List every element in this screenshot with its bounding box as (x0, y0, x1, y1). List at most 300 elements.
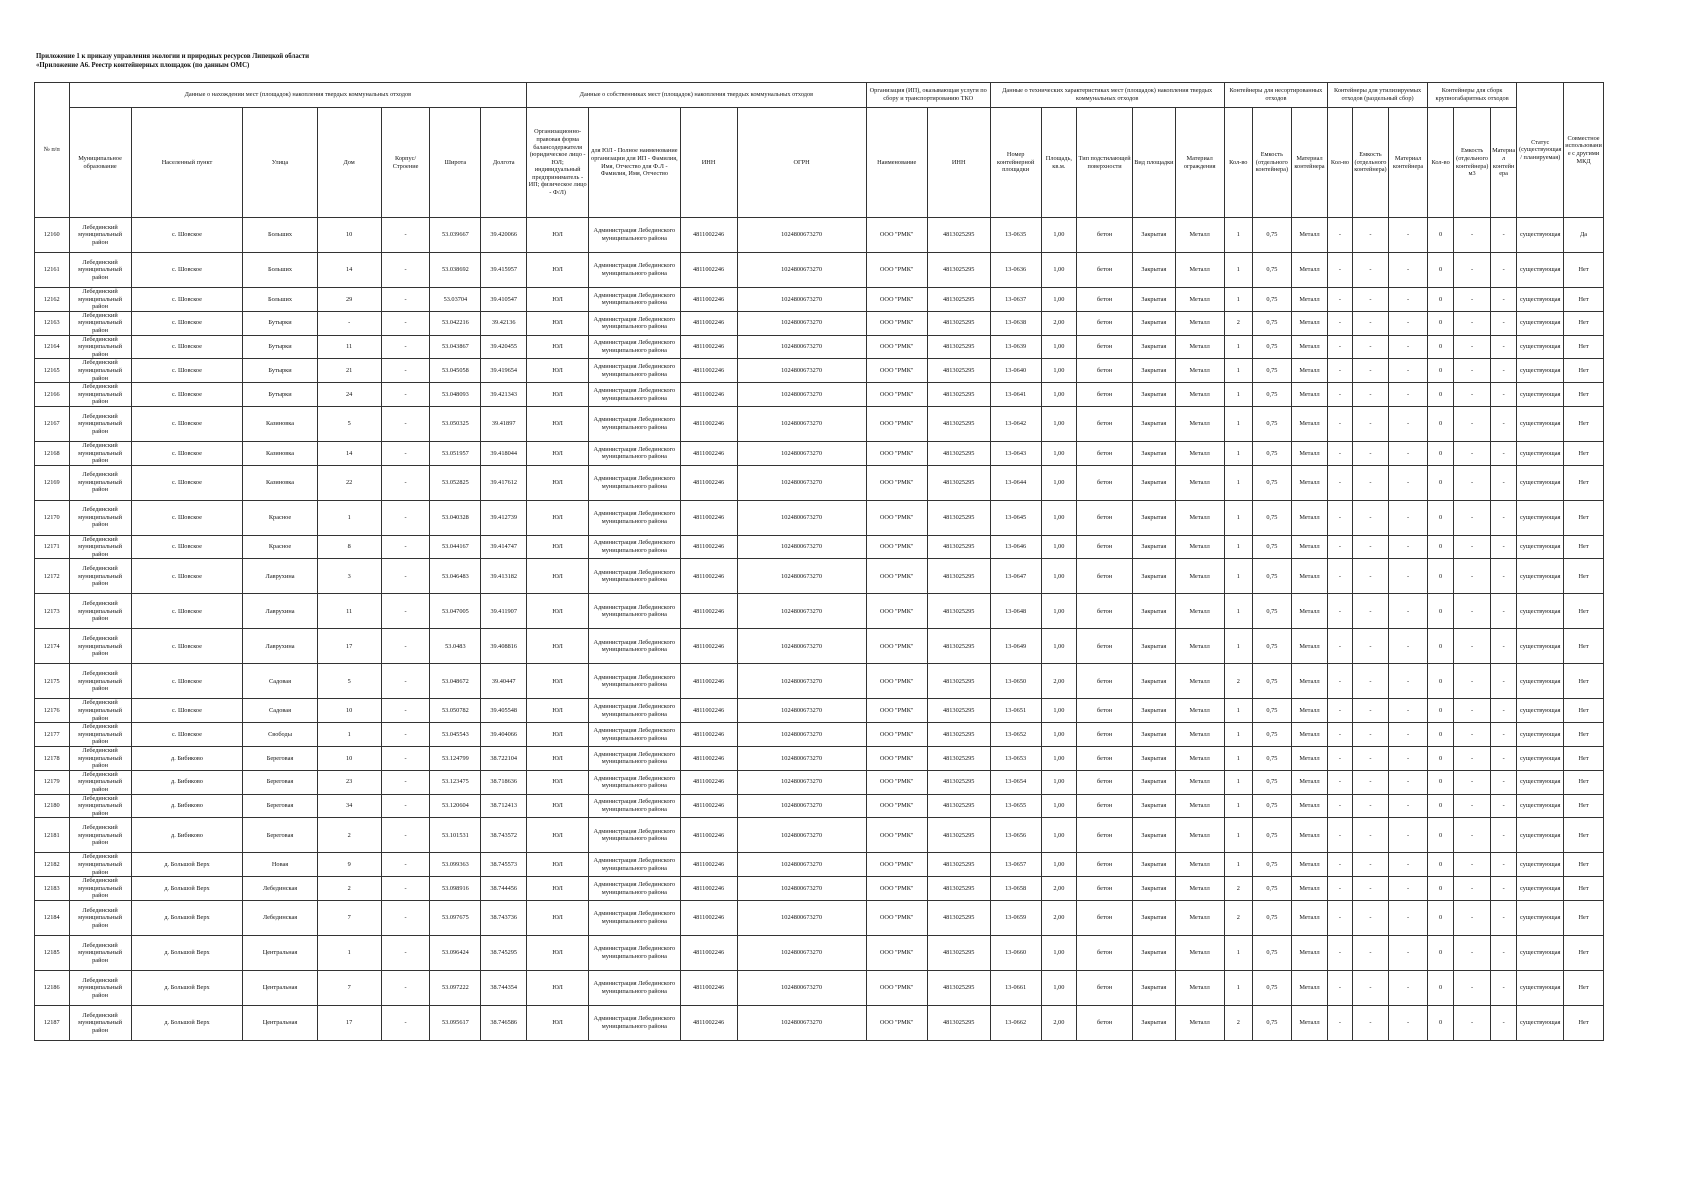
column-header: Вид площадки (1133, 108, 1176, 218)
operator-inn-cell: 4813025295 (927, 288, 990, 312)
bulky-volume-cell: - (1454, 877, 1491, 901)
bulky-volume-cell: - (1454, 853, 1491, 877)
status-cell: существующая (1517, 441, 1564, 465)
column-header: Дом (317, 108, 381, 218)
unsorted-volume-cell: 0,75 (1253, 335, 1292, 359)
column-header: Материал контейнера (1389, 108, 1428, 218)
owner-name-cell: Администрация Лебединского муниципального района (589, 747, 681, 771)
recyclable-material-cell: - (1389, 770, 1428, 794)
building-cell: - (381, 406, 430, 441)
municipality-cell: Лебединский муниципальный район (69, 359, 131, 383)
municipality-cell: Лебединский муниципальный район (69, 664, 131, 699)
house-cell: 1 (317, 500, 381, 535)
owner-inn-cell: 4811002246 (680, 559, 737, 594)
operator-inn-cell: 4813025295 (927, 311, 990, 335)
unsorted-volume-cell: 0,75 (1253, 311, 1292, 335)
unsorted-material-cell: Металл (1291, 900, 1328, 935)
recyclable-material-cell: - (1389, 335, 1428, 359)
bulky-volume-cell: - (1454, 970, 1491, 1005)
site-kind-cell: Закрытая (1133, 441, 1176, 465)
house-cell: 8 (317, 535, 381, 559)
fence-material-cell: Металл (1175, 699, 1224, 723)
house-cell: 14 (317, 253, 381, 288)
legal-form-cell: ЮЛ (527, 1005, 589, 1040)
owner-name-cell: Администрация Лебединского муниципального района (589, 559, 681, 594)
unsorted-qty-cell: 1 (1224, 288, 1252, 312)
row-number-cell: 12167 (35, 406, 70, 441)
site-kind-cell: Закрытая (1133, 288, 1176, 312)
site-number-cell: 13-0661 (990, 970, 1041, 1005)
bulky-material-cell: - (1490, 535, 1516, 559)
operator-inn-cell: 4813025295 (927, 794, 990, 818)
site-number-cell: 13-0659 (990, 900, 1041, 935)
recyclable-material-cell: - (1389, 629, 1428, 664)
recyclable-volume-cell: - (1352, 335, 1389, 359)
status-cell: существующая (1517, 853, 1564, 877)
operator-inn-cell: 4813025295 (927, 441, 990, 465)
longitude-cell: 38.722104 (481, 747, 527, 771)
unsorted-volume-cell: 0,75 (1253, 465, 1292, 500)
fence-material-cell: Металл (1175, 441, 1224, 465)
operator-inn-cell: 4813025295 (927, 900, 990, 935)
municipality-cell: Лебединский муниципальный район (69, 383, 131, 407)
status-cell: существующая (1517, 770, 1564, 794)
longitude-cell: 39.417612 (481, 465, 527, 500)
bulky-material-cell: - (1490, 383, 1516, 407)
operator-name-cell: ООО "РМК" (866, 500, 927, 535)
row-number-cell: 12160 (35, 218, 70, 253)
bulky-qty-cell: 0 (1427, 406, 1453, 441)
owner-name-cell: Администрация Лебединского муниципального района (589, 935, 681, 970)
bulky-volume-cell: - (1454, 1005, 1491, 1040)
municipality-cell: Лебединский муниципальный район (69, 723, 131, 747)
shared-use-cell: Нет (1564, 406, 1604, 441)
settlement-cell: с. Шовское (131, 723, 243, 747)
bulky-material-cell: - (1490, 311, 1516, 335)
recyclable-volume-cell: - (1352, 818, 1389, 853)
recyclable-material-cell: - (1389, 664, 1428, 699)
house-cell: 10 (317, 699, 381, 723)
site-kind-cell: Закрытая (1133, 970, 1176, 1005)
owner-inn-cell: 4811002246 (680, 664, 737, 699)
recyclable-qty-cell: - (1328, 900, 1352, 935)
bulky-volume-cell: - (1454, 699, 1491, 723)
bulky-volume-cell: - (1454, 500, 1491, 535)
owner-name-cell: Администрация Лебединского муниципального района (589, 853, 681, 877)
owner-ogrn-cell: 1024800673270 (737, 1005, 866, 1040)
operator-inn-cell: 4813025295 (927, 465, 990, 500)
site-number-cell: 13-0653 (990, 747, 1041, 771)
owner-inn-cell: 4811002246 (680, 770, 737, 794)
bulky-material-cell: - (1490, 1005, 1516, 1040)
fence-material-cell: Металл (1175, 311, 1224, 335)
owner-name-cell: Администрация Лебединского муниципального района (589, 441, 681, 465)
bulky-material-cell: - (1490, 935, 1516, 970)
house-cell: 10 (317, 218, 381, 253)
unsorted-material-cell: Металл (1291, 853, 1328, 877)
col-status-header: Статус (существующая/ планируемая) (1517, 83, 1564, 218)
bulky-volume-cell: - (1454, 253, 1491, 288)
bulky-qty-cell: 0 (1427, 535, 1453, 559)
owner-name-cell: Администрация Лебединского муниципального района (589, 877, 681, 901)
legal-form-cell: ЮЛ (527, 935, 589, 970)
recyclable-volume-cell: - (1352, 853, 1389, 877)
recyclable-volume-cell: - (1352, 723, 1389, 747)
fence-material-cell: Металл (1175, 559, 1224, 594)
operator-inn-cell: 4813025295 (927, 1005, 990, 1040)
latitude-cell: 53.051957 (430, 441, 481, 465)
bulky-volume-cell: - (1454, 218, 1491, 253)
house-cell: 11 (317, 594, 381, 629)
operator-name-cell: ООО "РМК" (866, 664, 927, 699)
area-cell: 1,00 (1041, 723, 1077, 747)
status-cell: существующая (1517, 335, 1564, 359)
site-number-cell: 13-0644 (990, 465, 1041, 500)
row-number-cell: 12164 (35, 335, 70, 359)
site-kind-cell: Закрытая (1133, 770, 1176, 794)
site-number-cell: 13-0645 (990, 500, 1041, 535)
group-tech-header: Данные о технических характеристиках мест (площадок) накопления твердых коммунальных отходов (990, 83, 1224, 108)
latitude-cell: 53.042216 (430, 311, 481, 335)
recyclable-qty-cell: - (1328, 723, 1352, 747)
fence-material-cell: Металл (1175, 594, 1224, 629)
unsorted-qty-cell: 1 (1224, 359, 1252, 383)
settlement-cell: д. Большой Верх (131, 935, 243, 970)
table-row (35, 770, 1604, 794)
site-number-cell: 13-0657 (990, 853, 1041, 877)
site-number-cell: 13-0646 (990, 535, 1041, 559)
municipality-cell: Лебединский муниципальный район (69, 465, 131, 500)
recyclable-volume-cell: - (1352, 970, 1389, 1005)
site-number-cell: 13-0660 (990, 935, 1041, 970)
unsorted-material-cell: Металл (1291, 747, 1328, 771)
bulky-volume-cell: - (1454, 747, 1491, 771)
bulky-volume-cell: - (1454, 629, 1491, 664)
unsorted-volume-cell: 0,75 (1253, 535, 1292, 559)
recyclable-material-cell: - (1389, 253, 1428, 288)
operator-name-cell: ООО "РМК" (866, 723, 927, 747)
bulky-qty-cell: 0 (1427, 594, 1453, 629)
site-number-cell: 13-0655 (990, 794, 1041, 818)
recyclable-volume-cell: - (1352, 500, 1389, 535)
site-kind-cell: Закрытая (1133, 664, 1176, 699)
owner-inn-cell: 4811002246 (680, 383, 737, 407)
building-cell: - (381, 559, 430, 594)
bulky-material-cell: - (1490, 794, 1516, 818)
latitude-cell: 53.03704 (430, 288, 481, 312)
building-cell: - (381, 218, 430, 253)
municipality-cell: Лебединский муниципальный район (69, 559, 131, 594)
shared-use-cell: Нет (1564, 500, 1604, 535)
latitude-cell: 53.120604 (430, 794, 481, 818)
longitude-cell: 39.42136 (481, 311, 527, 335)
table-row (35, 406, 1604, 441)
unsorted-qty-cell: 1 (1224, 406, 1252, 441)
owner-inn-cell: 4811002246 (680, 794, 737, 818)
unsorted-volume-cell: 0,75 (1253, 441, 1292, 465)
legal-form-cell: ЮЛ (527, 900, 589, 935)
recyclable-volume-cell: - (1352, 465, 1389, 500)
site-number-cell: 13-0637 (990, 288, 1041, 312)
building-cell: - (381, 935, 430, 970)
table-row (35, 253, 1604, 288)
recyclable-qty-cell: - (1328, 747, 1352, 771)
row-number-cell: 12166 (35, 383, 70, 407)
status-cell: существующая (1517, 288, 1564, 312)
fence-material-cell: Металл (1175, 970, 1224, 1005)
owner-ogrn-cell: 1024800673270 (737, 311, 866, 335)
bulky-material-cell: - (1490, 770, 1516, 794)
area-cell: 1,00 (1041, 253, 1077, 288)
site-number-cell: 13-0656 (990, 818, 1041, 853)
settlement-cell: с. Шовское (131, 559, 243, 594)
operator-inn-cell: 4813025295 (927, 853, 990, 877)
operator-inn-cell: 4813025295 (927, 359, 990, 383)
unsorted-qty-cell: 1 (1224, 535, 1252, 559)
area-cell: 1,00 (1041, 218, 1077, 253)
unsorted-volume-cell: 0,75 (1253, 770, 1292, 794)
longitude-cell: 39.41897 (481, 406, 527, 441)
bulky-volume-cell: - (1454, 594, 1491, 629)
recyclable-material-cell: - (1389, 723, 1428, 747)
building-cell: - (381, 594, 430, 629)
owner-inn-cell: 4811002246 (680, 594, 737, 629)
latitude-cell: 53.098916 (430, 877, 481, 901)
house-cell: 5 (317, 664, 381, 699)
house-cell: 21 (317, 359, 381, 383)
column-header: Материал контейнера (1291, 108, 1328, 218)
owner-inn-cell: 4811002246 (680, 535, 737, 559)
recyclable-volume-cell: - (1352, 629, 1389, 664)
site-number-cell: 13-0636 (990, 253, 1041, 288)
surface-type-cell: бетон (1077, 723, 1133, 747)
fence-material-cell: Металл (1175, 253, 1224, 288)
recyclable-volume-cell: - (1352, 253, 1389, 288)
latitude-cell: 53.095617 (430, 1005, 481, 1040)
col-shared-header: Совместное использование с другими МКД (1564, 83, 1604, 218)
unsorted-material-cell: Металл (1291, 699, 1328, 723)
bulky-material-cell: - (1490, 500, 1516, 535)
legal-form-cell: ЮЛ (527, 465, 589, 500)
building-cell: - (381, 900, 430, 935)
house-cell: 17 (317, 1005, 381, 1040)
unsorted-material-cell: Металл (1291, 500, 1328, 535)
bulky-material-cell: - (1490, 970, 1516, 1005)
operator-name-cell: ООО "РМК" (866, 794, 927, 818)
status-cell: существующая (1517, 935, 1564, 970)
recyclable-material-cell: - (1389, 465, 1428, 500)
building-cell: - (381, 747, 430, 771)
shared-use-cell: Нет (1564, 465, 1604, 500)
recyclable-material-cell: - (1389, 699, 1428, 723)
building-cell: - (381, 359, 430, 383)
unsorted-qty-cell: 1 (1224, 629, 1252, 664)
building-cell: - (381, 818, 430, 853)
column-header: Корпус/Строение (381, 108, 430, 218)
operator-inn-cell: 4813025295 (927, 747, 990, 771)
shared-use-cell: Нет (1564, 723, 1604, 747)
settlement-cell: д. Большой Верх (131, 900, 243, 935)
operator-inn-cell: 4813025295 (927, 594, 990, 629)
bulky-qty-cell: 0 (1427, 500, 1453, 535)
fence-material-cell: Металл (1175, 664, 1224, 699)
site-number-cell: 13-0654 (990, 770, 1041, 794)
house-cell: 1 (317, 935, 381, 970)
municipality-cell: Лебединский муниципальный район (69, 288, 131, 312)
unsorted-qty-cell: 2 (1224, 900, 1252, 935)
table-row (35, 900, 1604, 935)
status-cell: существующая (1517, 970, 1564, 1005)
municipality-cell: Лебединский муниципальный район (69, 877, 131, 901)
recyclable-material-cell: - (1389, 559, 1428, 594)
row-number-cell: 12183 (35, 877, 70, 901)
recyclable-volume-cell: - (1352, 288, 1389, 312)
legal-form-cell: ЮЛ (527, 770, 589, 794)
area-cell: 1,00 (1041, 629, 1077, 664)
area-cell: 1,00 (1041, 288, 1077, 312)
street-cell: Лебединская (243, 877, 317, 901)
bulky-qty-cell: 0 (1427, 383, 1453, 407)
table-row (35, 535, 1604, 559)
building-cell: - (381, 500, 430, 535)
bulky-qty-cell: 0 (1427, 794, 1453, 818)
table-row (35, 818, 1604, 853)
operator-name-cell: ООО "РМК" (866, 935, 927, 970)
unsorted-material-cell: Металл (1291, 970, 1328, 1005)
operator-name-cell: ООО "РМК" (866, 383, 927, 407)
recyclable-material-cell: - (1389, 359, 1428, 383)
legal-form-cell: ЮЛ (527, 441, 589, 465)
row-number-cell: 12170 (35, 500, 70, 535)
table-row (35, 699, 1604, 723)
longitude-cell: 39.419654 (481, 359, 527, 383)
unsorted-volume-cell: 0,75 (1253, 900, 1292, 935)
area-cell: 2,00 (1041, 311, 1077, 335)
street-cell: Красное (243, 535, 317, 559)
owner-ogrn-cell: 1024800673270 (737, 441, 866, 465)
shared-use-cell: Нет (1564, 383, 1604, 407)
house-cell: 7 (317, 900, 381, 935)
owner-ogrn-cell: 1024800673270 (737, 664, 866, 699)
street-cell: Береговая (243, 818, 317, 853)
owner-name-cell: Администрация Лебединского муниципального района (589, 406, 681, 441)
unsorted-volume-cell: 0,75 (1253, 253, 1292, 288)
bulky-material-cell: - (1490, 594, 1516, 629)
latitude-cell: 53.097222 (430, 970, 481, 1005)
owner-inn-cell: 4811002246 (680, 853, 737, 877)
area-cell: 1,00 (1041, 747, 1077, 771)
bulky-qty-cell: 0 (1427, 441, 1453, 465)
bulky-material-cell: - (1490, 699, 1516, 723)
operator-name-cell: ООО "РМК" (866, 699, 927, 723)
owner-name-cell: Администрация Лебединского муниципального района (589, 664, 681, 699)
site-number-cell: 13-0652 (990, 723, 1041, 747)
fence-material-cell: Металл (1175, 770, 1224, 794)
unsorted-qty-cell: 1 (1224, 500, 1252, 535)
site-kind-cell: Закрытая (1133, 1005, 1176, 1040)
area-cell: 1,00 (1041, 770, 1077, 794)
bulky-material-cell: - (1490, 441, 1516, 465)
owner-inn-cell: 4811002246 (680, 311, 737, 335)
legal-form-cell: ЮЛ (527, 699, 589, 723)
operator-name-cell: ООО "РМК" (866, 559, 927, 594)
bulky-material-cell: - (1490, 900, 1516, 935)
unsorted-material-cell: Металл (1291, 935, 1328, 970)
unsorted-qty-cell: 1 (1224, 935, 1252, 970)
area-cell: 1,00 (1041, 794, 1077, 818)
unsorted-volume-cell: 0,75 (1253, 818, 1292, 853)
status-cell: существующая (1517, 747, 1564, 771)
owner-ogrn-cell: 1024800673270 (737, 335, 866, 359)
unsorted-material-cell: Металл (1291, 311, 1328, 335)
unsorted-qty-cell: 1 (1224, 465, 1252, 500)
house-cell: 3 (317, 559, 381, 594)
fence-material-cell: Металл (1175, 629, 1224, 664)
document-header (36, 52, 309, 70)
longitude-cell: 39.420455 (481, 335, 527, 359)
row-number-cell: 12182 (35, 853, 70, 877)
settlement-cell: с. Шовское (131, 500, 243, 535)
status-cell: существующая (1517, 500, 1564, 535)
row-number-cell: 12186 (35, 970, 70, 1005)
table-row (35, 359, 1604, 383)
municipality-cell: Лебединский муниципальный район (69, 535, 131, 559)
column-header: Площадь, кв.м. (1041, 108, 1077, 218)
latitude-cell: 53.038692 (430, 253, 481, 288)
bulky-qty-cell: 0 (1427, 770, 1453, 794)
unsorted-qty-cell: 1 (1224, 770, 1252, 794)
area-cell: 1,00 (1041, 465, 1077, 500)
column-header: Широта (430, 108, 481, 218)
latitude-cell: 53.124799 (430, 747, 481, 771)
recyclable-qty-cell: - (1328, 1005, 1352, 1040)
status-cell: существующая (1517, 253, 1564, 288)
site-kind-cell: Закрытая (1133, 853, 1176, 877)
building-cell: - (381, 1005, 430, 1040)
shared-use-cell: Да (1564, 218, 1604, 253)
operator-inn-cell: 4813025295 (927, 535, 990, 559)
unsorted-qty-cell: 1 (1224, 594, 1252, 629)
unsorted-volume-cell: 0,75 (1253, 794, 1292, 818)
recyclable-qty-cell: - (1328, 853, 1352, 877)
operator-inn-cell: 4813025295 (927, 818, 990, 853)
recyclable-material-cell: - (1389, 500, 1428, 535)
latitude-cell: 53.044167 (430, 535, 481, 559)
bulky-material-cell: - (1490, 218, 1516, 253)
group-unsorted-header: Контейнеры для несортированных отходов (1224, 83, 1328, 108)
unsorted-qty-cell: 1 (1224, 335, 1252, 359)
municipality-cell: Лебединский муниципальный район (69, 218, 131, 253)
municipality-cell: Лебединский муниципальный район (69, 441, 131, 465)
unsorted-qty-cell: 2 (1224, 877, 1252, 901)
surface-type-cell: бетон (1077, 794, 1133, 818)
owner-inn-cell: 4811002246 (680, 288, 737, 312)
table-row (35, 970, 1604, 1005)
table-row (35, 629, 1604, 664)
bulky-volume-cell: - (1454, 359, 1491, 383)
owner-name-cell: Администрация Лебединского муниципального района (589, 218, 681, 253)
recyclable-material-cell: - (1389, 1005, 1428, 1040)
unsorted-volume-cell: 0,75 (1253, 853, 1292, 877)
unsorted-material-cell: Металл (1291, 359, 1328, 383)
legal-form-cell: ЮЛ (527, 664, 589, 699)
row-number-cell: 12174 (35, 629, 70, 664)
operator-name-cell: ООО "РМК" (866, 288, 927, 312)
row-number-cell: 12178 (35, 747, 70, 771)
unsorted-material-cell: Металл (1291, 465, 1328, 500)
recyclable-qty-cell: - (1328, 500, 1352, 535)
row-number-cell: 12169 (35, 465, 70, 500)
